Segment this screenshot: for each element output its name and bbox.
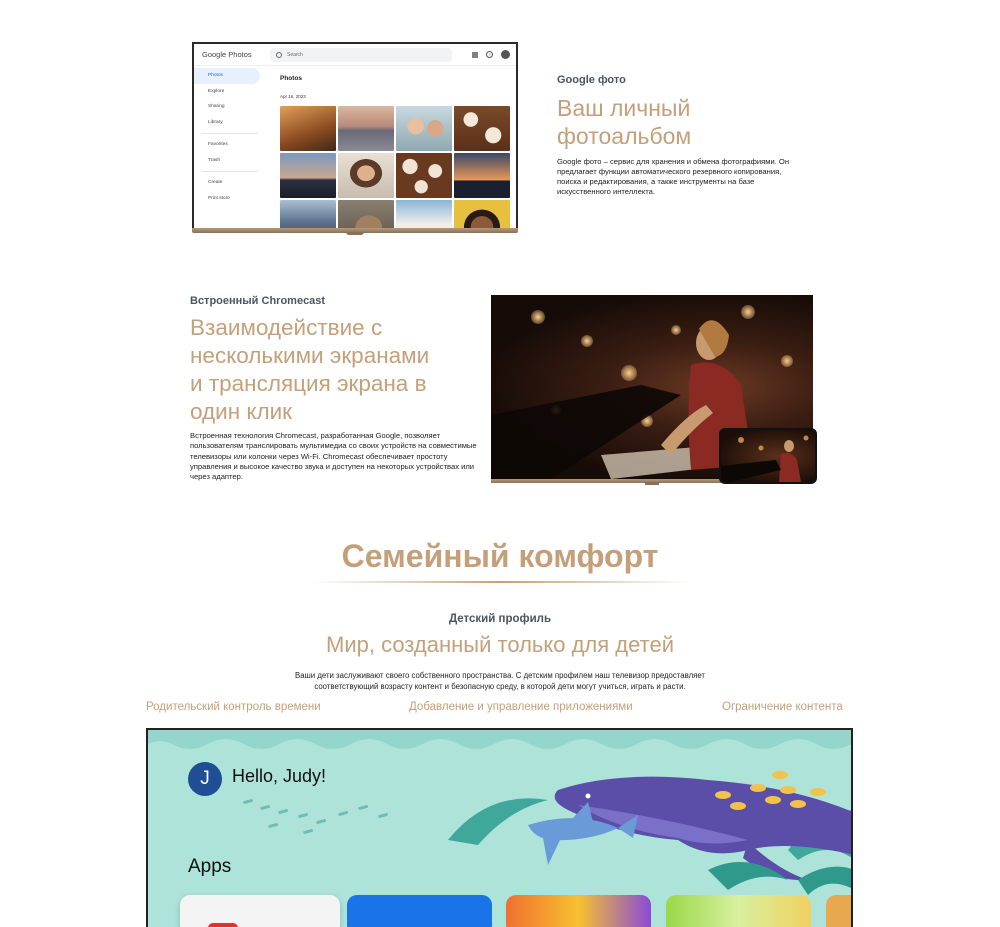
chromecast-title-line4: один клик	[190, 399, 293, 424]
app-tile-partial[interactable]	[826, 895, 853, 927]
gp-date-heading: Apr 16, 2023	[280, 94, 306, 99]
smartphone-cast-image	[719, 428, 817, 484]
app-tile-blue[interactable]	[347, 895, 492, 927]
google-photos-description: Google фото – сервис для хранения и обмена фотографиями. Он предлагает функции автоматического резервного копирования, поиска и редактирования, а также инструменты на базе искусственного интеллекта.	[557, 157, 790, 196]
sidebar-item-explore[interactable]: Explore	[208, 88, 225, 94]
photo-thumbnail[interactable]	[396, 200, 452, 230]
kids-description-line1: Ваши дети заслуживают своего собственного пространства. С детским профилем наш телевизор предоставляет	[295, 671, 705, 680]
photo-thumbnail[interactable]	[280, 200, 336, 230]
search-icon	[276, 52, 282, 58]
chromecast-title	[190, 314, 480, 426]
photo-thumbnail[interactable]	[280, 153, 336, 198]
photo-thumbnail[interactable]	[396, 153, 452, 198]
sidebar-item-create[interactable]: Create	[208, 180, 223, 185]
photo-thumbnail[interactable]	[338, 153, 394, 198]
app-tile-youtube-kids[interactable]	[180, 895, 340, 927]
chromecast-title-line1: Взаимодействие с	[190, 315, 383, 340]
tv-stand-foot	[346, 232, 364, 235]
sidebar-item-photos[interactable]: Photos	[194, 68, 260, 84]
chromecast-title-line2: несколькими экранами	[190, 343, 430, 368]
greeting-text: Hello, Judy!	[232, 766, 327, 786]
google-photos-title	[557, 94, 797, 150]
chromecast-description: Встроенная технология Chromecast, разработанная Google, позволяет пользователям транслировать мультимедиа со своих устройств на совместимые телевизоры или колонки через Wi-Fi. Chromecast обеспечивает простоту управления и высокое качество звука и доступен на некоторых устройствах или через адаптер.	[190, 431, 477, 482]
heading-underline	[312, 581, 692, 583]
app-tile-cocomelon[interactable]	[506, 895, 651, 927]
pianist-thumbnail	[721, 430, 815, 482]
kids-profile-title: Мир, созданный только для детей	[326, 632, 674, 657]
divider	[202, 133, 258, 134]
kids-profile-eyebrow: Детский профиль	[448, 613, 552, 625]
gp-search-input[interactable]	[270, 48, 452, 62]
photo-thumbnail[interactable]	[338, 106, 394, 151]
sidebar-item-favorites[interactable]: Favorites	[208, 142, 228, 147]
gp-page-title: Photos	[280, 75, 303, 82]
gp-top-bar	[194, 44, 516, 66]
app-logo-icon	[208, 923, 238, 927]
gp-sidebar	[194, 68, 266, 206]
kids-profile-tv-screen	[146, 728, 853, 927]
apps-grid-icon[interactable]	[472, 52, 478, 58]
divider	[202, 171, 258, 172]
kids-description-line2: соответствующий возрасту контент и безопасную среду, в которой дети могут учиться, играть и расти.	[314, 681, 686, 691]
gp-photo-grid	[280, 106, 510, 230]
tab-app-management[interactable]: Добавление и управление приложениями	[409, 701, 633, 713]
gp-search-placeholder: Search	[287, 51, 303, 58]
sidebar-item-sharing[interactable]: Sharing	[208, 104, 225, 109]
photo-thumbnail[interactable]	[454, 106, 510, 151]
google-photos-title-line2: фотоальбом	[557, 123, 692, 149]
profile-avatar[interactable]: J	[188, 762, 222, 796]
tv-stand-foot	[645, 482, 659, 485]
sidebar-item-library[interactable]: Library	[208, 119, 223, 125]
gp-brand: Google Photos	[202, 50, 252, 59]
photo-thumbnail[interactable]	[280, 106, 336, 151]
apps-section-label: Apps	[188, 856, 232, 877]
google-photos-title-line1: Ваш личный	[557, 95, 691, 121]
google-photos-eyebrow: Google фото	[557, 74, 626, 86]
chromecast-title-line3: и трансляция экрана в	[190, 371, 427, 396]
tab-content-restriction[interactable]: Ограничение контента	[722, 701, 843, 713]
account-avatar-icon[interactable]	[501, 50, 510, 59]
kids-profile-description	[250, 671, 750, 692]
photo-thumbnail[interactable]	[454, 200, 510, 230]
sidebar-item-print-store[interactable]: Print store	[208, 195, 230, 201]
family-comfort-heading: Семейный комфорт	[341, 538, 659, 574]
photo-thumbnail[interactable]	[396, 106, 452, 151]
google-photos-tv-screen	[192, 42, 518, 230]
help-icon[interactable]: ?	[486, 51, 493, 58]
photo-thumbnail[interactable]	[338, 200, 394, 230]
photo-thumbnail[interactable]	[454, 153, 510, 198]
tab-parental-time-control[interactable]: Родительский контроль времени	[146, 701, 321, 713]
app-tile-green[interactable]	[666, 895, 811, 927]
chromecast-eyebrow: Встроенный Chromecast	[190, 295, 326, 307]
sidebar-item-trash[interactable]: Trash	[208, 157, 221, 163]
